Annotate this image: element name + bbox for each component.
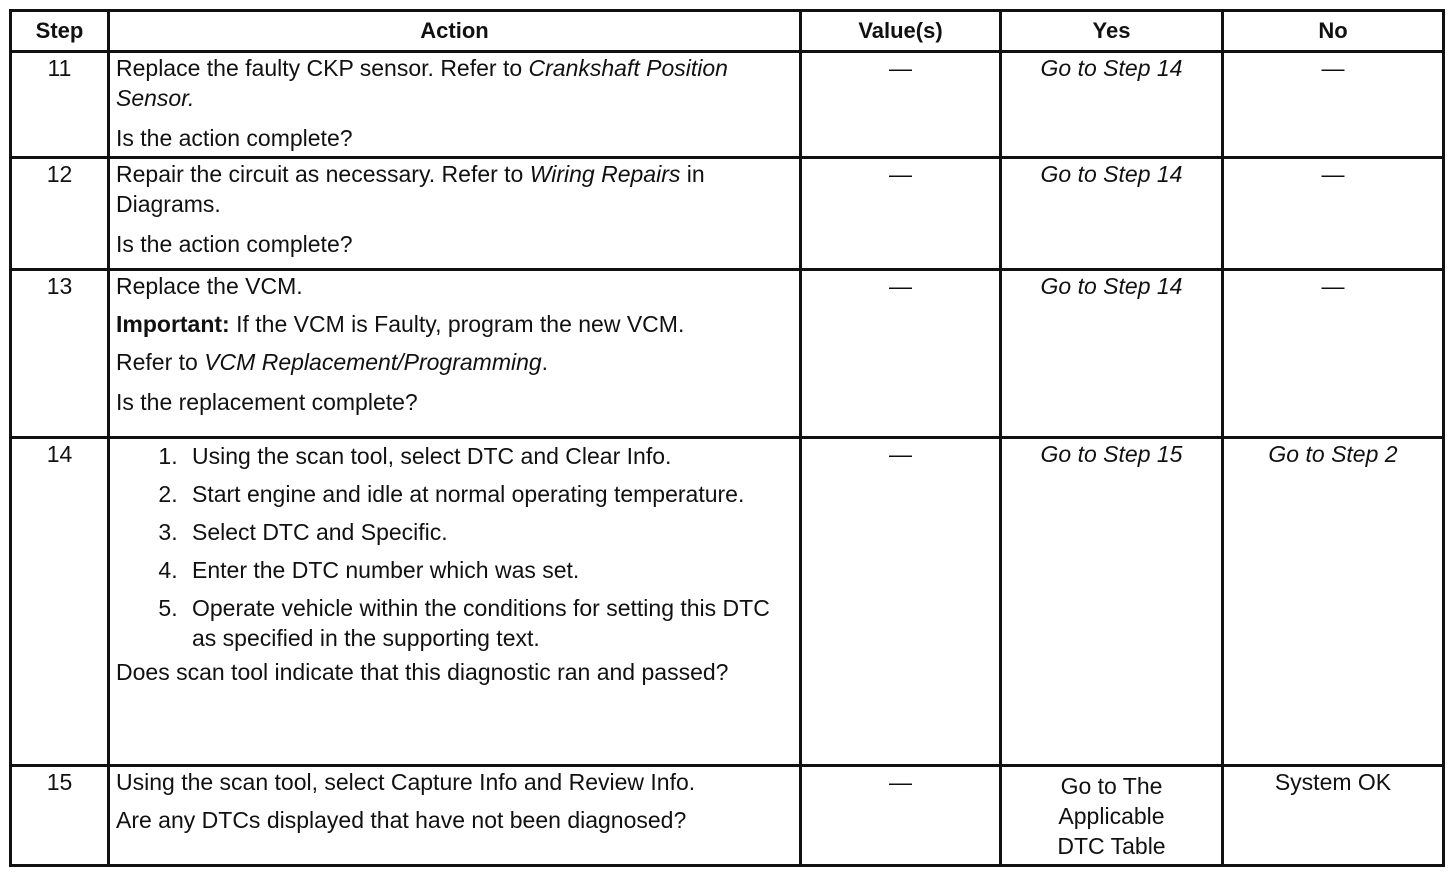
value-cell: — bbox=[801, 766, 1001, 866]
header-no: No bbox=[1223, 11, 1444, 52]
table-row-step-15 bbox=[11, 766, 1444, 866]
no-cell: — bbox=[1223, 270, 1444, 438]
action-question: Is the action complete? bbox=[116, 125, 353, 151]
action-question: Are any DTCs displayed that have not been diagnosed? bbox=[116, 807, 687, 833]
header-yes: Yes bbox=[1001, 11, 1223, 52]
no-cell: — bbox=[1223, 158, 1444, 270]
action-cell bbox=[109, 52, 801, 158]
action-cell bbox=[109, 766, 801, 866]
action-text: Repair the circuit as necessary. Refer to Wiring Repairs in Diagrams. bbox=[116, 161, 705, 217]
list-item: 1. Using the scan tool, select DTC and Clear Info. bbox=[184, 441, 793, 471]
action-cell bbox=[109, 158, 801, 270]
value-cell: — bbox=[801, 270, 1001, 438]
yes-cell: Go to Step 14 bbox=[1001, 270, 1223, 438]
table-row-step-11 bbox=[11, 52, 1444, 158]
yes-cell: Go to Step 14 bbox=[1001, 158, 1223, 270]
reference-link: Crankshaft Position Sensor. bbox=[116, 55, 728, 111]
reference-link: Wiring Repairs bbox=[529, 161, 681, 187]
value-cell: — bbox=[801, 52, 1001, 158]
no-cell: — bbox=[1223, 52, 1444, 158]
action-cell bbox=[109, 438, 801, 766]
header-action: Action bbox=[109, 11, 801, 52]
step-number: 13 bbox=[11, 270, 109, 438]
diagnostic-table bbox=[9, 9, 1445, 867]
refer-text: Refer to VCM Replacement/Programming. bbox=[116, 349, 549, 375]
reference-link: VCM Replacement/Programming bbox=[204, 349, 542, 375]
procedure-list bbox=[116, 441, 793, 653]
value-cell: — bbox=[801, 158, 1001, 270]
action-text: Replace the faulty CKP sensor. Refer to Crankshaft Position Sensor. bbox=[116, 55, 728, 111]
list-item: 2. Start engine and idle at normal operating temperature. bbox=[184, 479, 793, 509]
list-item: 4. Enter the DTC number which was set. bbox=[184, 555, 793, 585]
list-item: 5. Operate vehicle within the conditions for setting this DTC as specified in the supporting text. bbox=[184, 593, 793, 653]
list-item: 3. Select DTC and Specific. bbox=[184, 517, 793, 547]
yes-line: Go to The bbox=[1060, 773, 1163, 799]
action-question: Is the action complete? bbox=[116, 231, 353, 257]
table-row-step-13 bbox=[11, 270, 1444, 438]
action-text: Replace the VCM. bbox=[116, 273, 303, 299]
action-cell bbox=[109, 270, 801, 438]
step-number: 15 bbox=[11, 766, 109, 866]
yes-cell bbox=[1001, 766, 1223, 866]
table-row-step-12 bbox=[11, 158, 1444, 270]
yes-line: DTC Table bbox=[1057, 833, 1166, 859]
action-question: Is the replacement complete? bbox=[116, 389, 418, 415]
step-number: 11 bbox=[11, 52, 109, 158]
step-number: 14 bbox=[11, 438, 109, 766]
yes-cell: Go to Step 15 bbox=[1001, 438, 1223, 766]
action-question: Does scan tool indicate that this diagnostic ran and passed? bbox=[116, 659, 729, 685]
yes-cell: Go to Step 14 bbox=[1001, 52, 1223, 158]
no-cell: Go to Step 2 bbox=[1223, 438, 1444, 766]
header-step: Step bbox=[11, 11, 109, 52]
value-cell: — bbox=[801, 438, 1001, 766]
header-values: Value(s) bbox=[801, 11, 1001, 52]
important-note: Important: If the VCM is Faulty, program the new VCM. bbox=[116, 311, 685, 337]
table-row-step-14 bbox=[11, 438, 1444, 766]
important-label: Important: bbox=[116, 311, 230, 337]
header-row bbox=[11, 11, 1444, 52]
yes-line: Applicable bbox=[1058, 803, 1165, 829]
no-cell: System OK bbox=[1223, 766, 1444, 866]
action-text: Using the scan tool, select Capture Info and Review Info. bbox=[116, 769, 696, 795]
step-number: 12 bbox=[11, 158, 109, 270]
